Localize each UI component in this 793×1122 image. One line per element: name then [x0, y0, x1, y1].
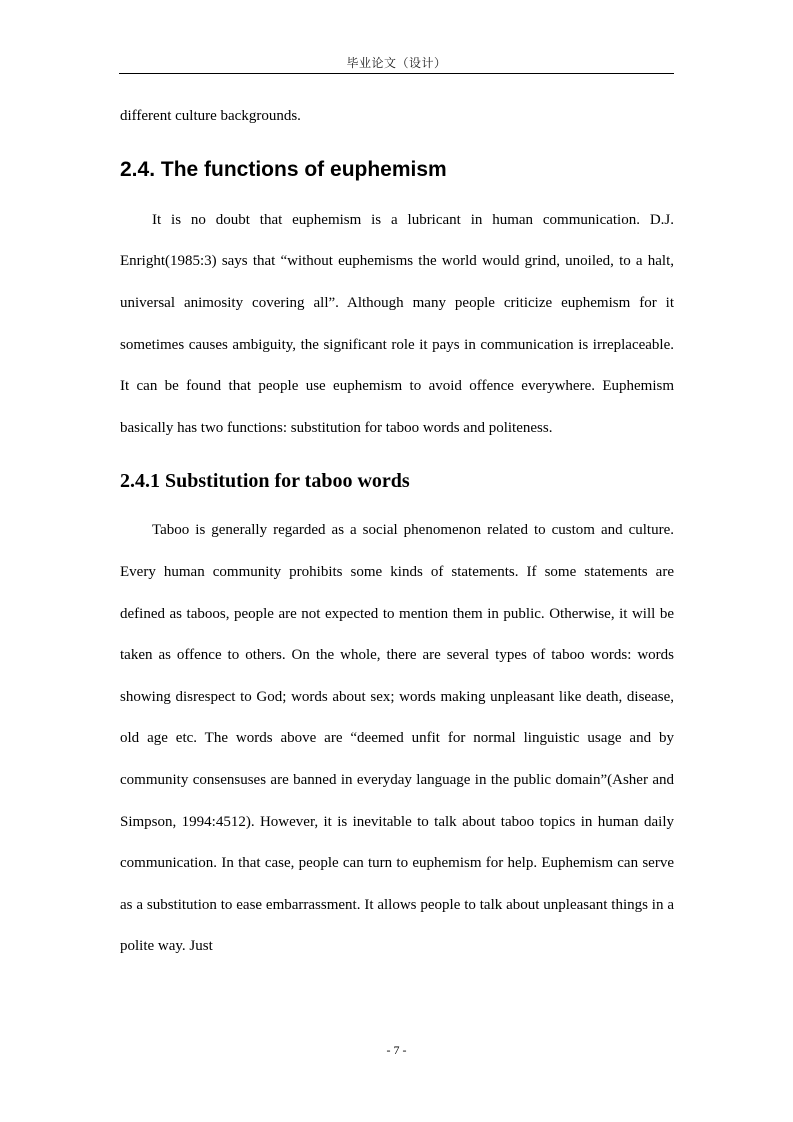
header-rule	[119, 73, 674, 74]
page-number: - 7 -	[386, 1043, 407, 1057]
section-heading-2-4-1: 2.4.1 Substitution for taboo words	[120, 470, 410, 493]
section-2-4-paragraph: It is no doubt that euphemism is a lubricant in human communication. D.J. Enright(1985:3) says that “without euphemisms the world would grind, unoiled, to a halt, universal animosity covering all”. Although many people criticize euphemism for it sometimes causes ambiguity, the significant role it pays in communication is irreplaceable. It can be found that people use euphemism to avoid offence everywhere. Euphemism basically has two functions: substitution for taboo words and politeness.	[120, 211, 674, 436]
section-heading-2-4: 2.4. The functions of euphemism	[120, 157, 447, 181]
page-body	[120, 96, 674, 968]
continued-paragraph: different culture backgrounds.	[120, 108, 301, 124]
running-header: 毕业论文（设计）	[346, 56, 447, 70]
section-2-4-1-paragraph: Taboo is generally regarded as a social phenomenon related to custom and culture. Every human community prohibits some kinds of statements. If some statements are defined as taboos, people are not expected to mention them in public. Otherwise, it will be taken as offence to others. On the whole, there are several types of taboo words: words showing disrespect to God; words about sex; words making unpleasant like death, disease, old age etc. The words above are “deemed unfit for normal linguistic usage and by community consensuses are banned in everyday language in the public domain”(Asher and Simpson, 1994:4512). However, it is inevitable to talk about taboo topics in human daily communication. In that case, people can turn to euphemism for help. Euphemism can serve as a substitution to ease embarrassment. It allows people to talk about unpleasant things in a polite way. Just	[120, 522, 674, 955]
